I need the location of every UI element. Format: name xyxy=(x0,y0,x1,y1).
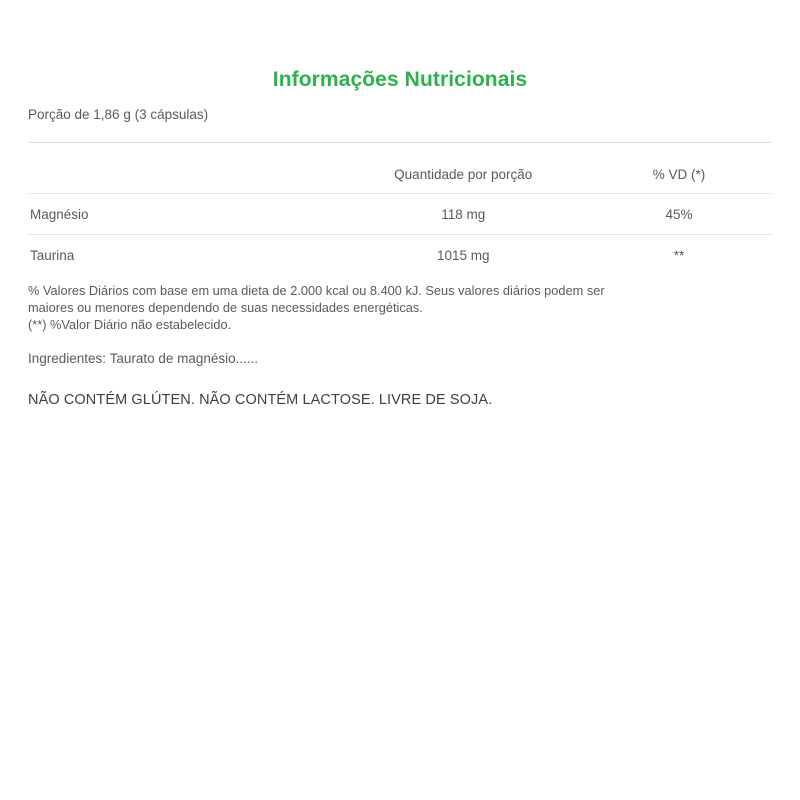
ingredients-value: Taurato de magnésio...... xyxy=(109,351,259,366)
footnote-line-3: (**) %Valor Diário não estabelecido. xyxy=(28,316,232,332)
table-head xyxy=(28,155,772,194)
serving-size-text: Porção de 1,86 g (3 cápsulas) xyxy=(28,107,209,122)
nutrition-table xyxy=(28,155,772,275)
table-row xyxy=(28,194,772,235)
table-body xyxy=(28,194,772,276)
footnote-line-2: maiores ou menores dependendo de suas necessidades energéticas. xyxy=(28,299,423,315)
cell-daily-value: 45% xyxy=(665,206,693,222)
cell-amount: 118 mg xyxy=(441,206,486,222)
column-header-daily-value: % VD (*) xyxy=(652,166,706,182)
column-header-amount: Quantidade por porção xyxy=(394,166,533,182)
column-header-nutrient xyxy=(28,155,340,194)
cell-nutrient: Magnésio xyxy=(30,206,89,222)
allergen-claims: NÃO CONTÉM GLÚTEN. NÃO CONTÉM LACTOSE. LIVRE DE SOJA. xyxy=(28,392,493,408)
cell-daily-value: ** xyxy=(673,247,685,263)
table-header-row xyxy=(28,155,772,194)
footnote-line-1: % Valores Diários com base em uma dieta de 2.000 kcal ou 8.400 kJ. Seus valores diários podem ser xyxy=(28,283,605,298)
cell-nutrient: Taurina xyxy=(30,247,75,263)
page-title: Informações Nutricionais xyxy=(272,68,528,91)
table-row xyxy=(28,235,772,276)
ingredients-line xyxy=(28,351,738,366)
header-divider xyxy=(28,142,772,143)
cell-amount: 1015 mg xyxy=(436,247,490,263)
footnote-block xyxy=(28,283,738,334)
ingredients-label: Ingredientes: xyxy=(28,351,107,366)
